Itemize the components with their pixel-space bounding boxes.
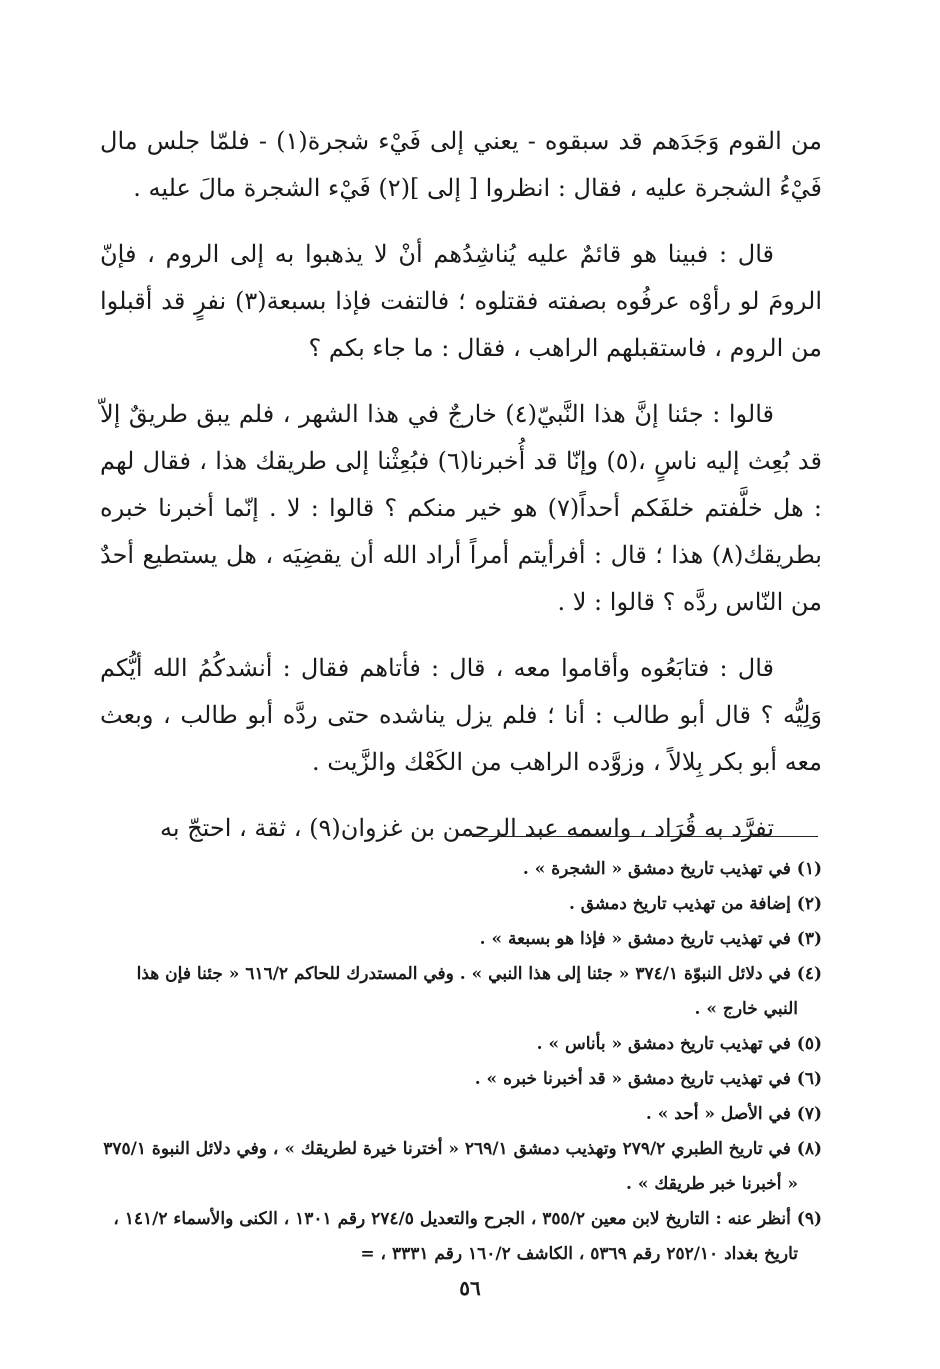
footnote-divider: [472, 836, 818, 837]
footnote-7: (٧) في الأصل « أحد » .: [645, 1104, 822, 1124]
page-number: ٥٦: [459, 1276, 481, 1300]
footnote-2: (٢) إضافة من تهذيب تاريخ دمشق .: [568, 894, 822, 914]
footnote-5: (٥) في تهذيب تاريخ دمشق « بأناس » .: [536, 1034, 822, 1054]
footnote-9: (٩) أنظر عنه : التاريخ لابن معين ٣٥٥/٢ ، الجرح والتعديل ٢٧٤/٥ رقم ١٣٠١ ، الكنى والأسماء ١٤١/٢ ، تاريخ بغداد ٢٥٢/١٠ رقم ٥٣٦٩ ، الكاشف ١٦٠/٢ رقم ٣٣٣١ ، =: [113, 1209, 822, 1264]
footnote-3: (٣) في تهذيب تاريخ دمشق « فإذا هو بسبعة » .: [479, 929, 822, 949]
main-text: [100, 118, 822, 852]
footnotes: [100, 852, 822, 1272]
paragraph-2: قال : فبينا هو قائمٌ عليه يُناشِدُهم أنْ لا يذهبوا به إلى الروم ، فإنّ الرومَ لو رأوْه عرفُوه بصفته فقتلوه ؛ فالتفت فإذا بسبعة(٣) نفرٍ قد أقبلوا من الروم ، فاستقبلهم الراهب ، فقال : ما جاء بكم ؟: [100, 240, 822, 362]
footnote-4: (٤) في دلائل النبوّة ٣٧٤/١ « جئنا إلى هذا النبي » . وفي المستدرك للحاكم ٦١٦/٢ « جئنا فإن هذا النبي خارج » .: [136, 964, 822, 1019]
footnote-6: (٦) في تهذيب تاريخ دمشق « قد أخبرنا خبره » .: [474, 1069, 822, 1089]
paragraph-4: قال : فتابَعُوه وأقاموا معه ، قال : فأتاهم فقال : أنشدكُمُ الله أيُّكم وَلِيُّه ؟ قال أبو طالب : أنا ؛ فلم يزل يناشده حتى ردَّه أبو طالب ، وبعث معه أبو بكر بِلالاً ، وزوَّده الراهب من الكَعْك والزَّيت .: [100, 654, 822, 776]
paragraph-3: قالوا : جئنا إنَّ هذا النَّبيّ(٤) خارجٌ في هذا الشهر ، فلم يبق طريقٌ إلاّ قد بُعِث إليه ناسٍ ،(٥) وإنّا قد أُخبرنا(٦) فبُعِثْنا إلى طريقك هذا ، فقال لهم : هل خلَّفتم خلفَكم أحداً(٧) هو خير منكم ؟ قالوا : لا . إنّما أخبرنا خبره بطريقك(٨) هذا ؛ قال : أفرأيتم أمراً أراد الله أن يقضِيَه ، هل يستطيع أحدٌ من النّاس ردَّه ؟ قالوا : لا .: [100, 400, 823, 616]
footnote-1: (١) في تهذيب تاريخ دمشق « الشجرة » .: [522, 859, 822, 879]
paragraph-5: تفرَّد به قُرَاد ، واسمه عبد الرحمن بن غزوان(٩) ، ثقة ، احتجّ به: [160, 814, 774, 842]
footnote-8: (٨) في تاريخ الطبري ٢٧٩/٢ وتهذيب دمشق ٢٦٩/١ « أخترنا خيرة لطريقك » ، وفي دلائل النبوة ٣٧٥/١ « أخبرنا خبر طريقك » .: [103, 1139, 822, 1194]
paragraph-1: من القوم وَجَدَهم قد سبقوه - يعني إلى فَيْء شجرة(١) - فلمّا جلس مال فَيْءُ الشجرة عليه ، فقال : انظروا [ إلى ](٢) فَيْء الشجرة مالَ عليه .: [100, 127, 822, 202]
